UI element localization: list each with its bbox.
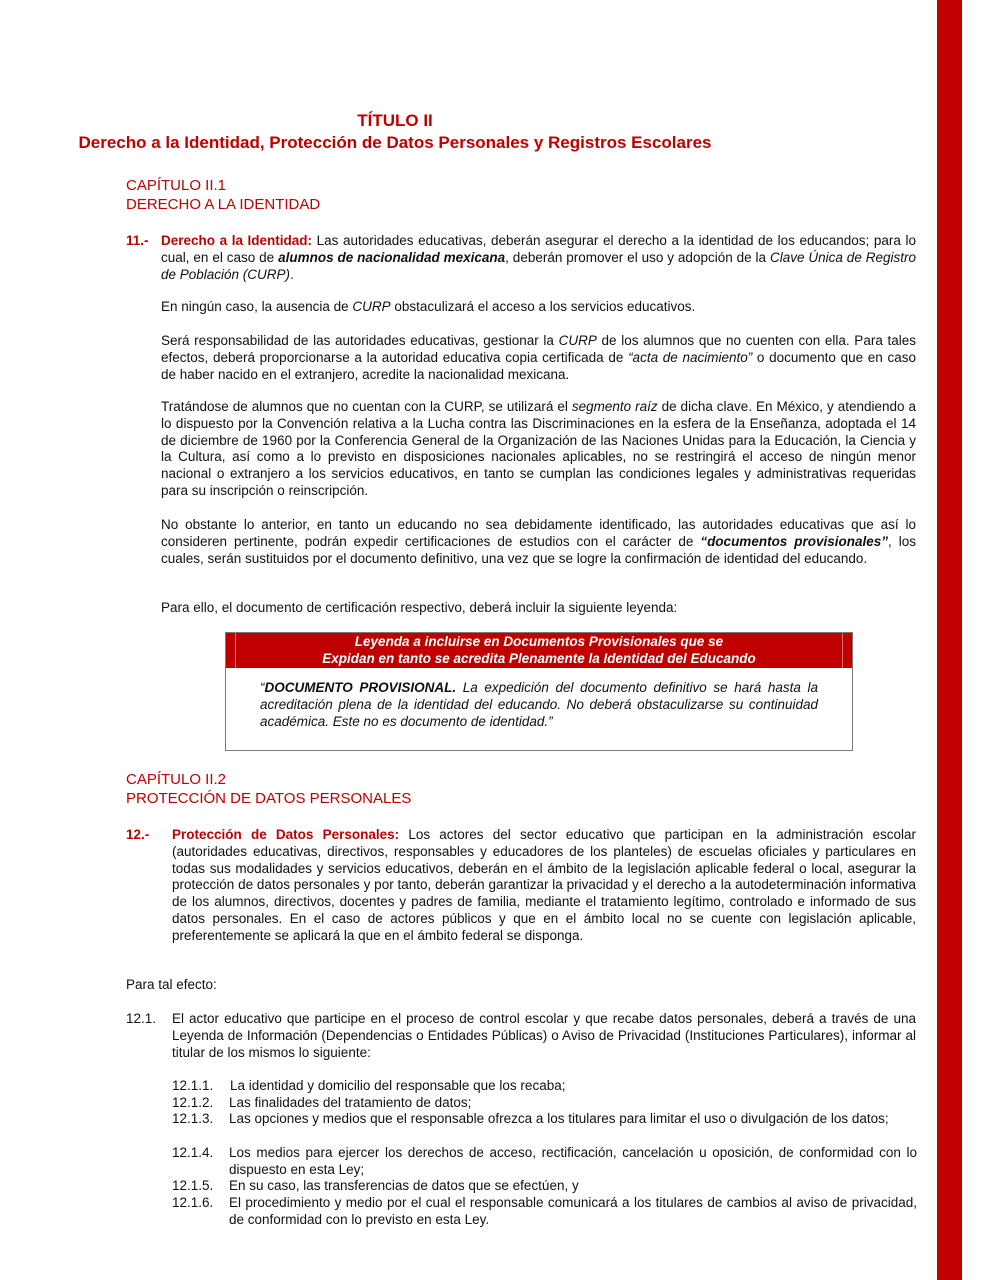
article-11-heading: Derecho a la Identidad:: [161, 233, 313, 248]
legend-box-header: [226, 633, 852, 668]
article-12-heading: Protección de Datos Personales:: [172, 827, 400, 842]
legend-header-line-2: Expidan en tanto se acredita Plenamente la Identidad del Educando: [322, 650, 756, 666]
list-item-number: 12.1.4.: [172, 1145, 214, 1160]
chapter-heading-1: [126, 176, 320, 214]
list-item-text: Las finalidades del tratamiento de datos;: [229, 1095, 472, 1110]
document-title: [0, 110, 916, 154]
list-item-number: 12.1.1.: [172, 1078, 214, 1093]
list-item-number: 12.1.5.: [172, 1178, 214, 1193]
chapter-number: CAPÍTULO II.1: [126, 177, 227, 194]
list-item-text: El procedimiento y medio por el cual el responsable comunicará a los titulares de cambios al aviso de privacidad, de conformidad con lo previsto en esta Ley.: [229, 1195, 917, 1227]
list-item-number: 12.1.6.: [172, 1195, 214, 1210]
article-11-paragraph-6: Para ello, el documento de certificación respectivo, deberá incluir la siguiente leyenda:: [161, 600, 678, 615]
chapter-heading-2: [126, 770, 411, 808]
list-item-text: Las opciones y medios que el responsable ofrezca a los titulares para limitar el uso o divulgación de los datos;: [229, 1111, 889, 1126]
article-12-paragraph: Protección de Datos Personales: Los actores del sector educativo que participan en la administración escolar (autoridades educativas, directivos, responsables y educadores de los planteles) de escuelas oficiales y particulares en todas sus modalidades y servicios educativos, deberán en el ámbito de la legislación aplicable federal o local, asegurar la protección de datos personales y por tanto, deberán garantizar la privacidad y el derecho a la autodeterminación informativa de los alumnos, directivos, docentes y padres de familia, mediante el tratamiento legítimo, controlado e informado de sus datos personales. En el caso de actores públicos y que en el ámbito local no se cuente con legislación aplicable, preferentemente se aplicará la que en el ámbito federal se disponga.: [172, 827, 916, 943]
list-item-text: En su caso, las transferencias de datos que se efectúen, y: [229, 1178, 579, 1193]
list-item-number: 12.1.2.: [172, 1095, 214, 1110]
legend-bold-text: DOCUMENTO PROVISIONAL.: [264, 680, 457, 695]
article-11-paragraph-5: No obstante lo anterior, en tanto un educando no sea debidamente identificado, las autoridades educativas que así lo consideren pertinente, podrán expedir certificaciones de estudios con el carácter de “documentos provisionales”, los cuales, serán sustituidos por el documento definitivo, una vez que se logre la confirmación de identidad del educando.: [161, 517, 916, 566]
chapter-number: CAPÍTULO II.2: [126, 771, 227, 788]
chapter-name: PROTECCIÓN DE DATOS PERSONALES: [126, 790, 412, 807]
title-line-1: TÍTULO II: [357, 111, 433, 130]
legend-box-body: “DOCUMENTO PROVISIONAL. La expedición del documento definitivo se hará hasta la acreditación plena de la identidad del educando. No deberá obstaculizarse su continuidad académica. Este no es documento de identidad.”: [260, 680, 818, 729]
list-item-number: 12.1.3.: [172, 1111, 214, 1126]
section-number-12-1: 12.1.: [126, 1011, 157, 1026]
article-11-paragraph-4: Tratándose de alumnos que no cuentan con la CURP, se utilizará el segmento raíz de dicha clave. En México, y atendiendo a lo dispuesto por la Convención relativa a la Lucha contra las Discriminaciones en la esfera de la Enseñanza, adoptada el 14 de diciembre de 1960 por la Conferencia General de la Organización de las Naciones Unidas para la Educación, la Ciencia y la Cultura, así como a lo previsto en disposiciones nacionales aplicables, no se restringirá el acceso de ningún menor nacional o extranjero a los servicios educativos, en tanto se cumplan las condiciones legales y administrativas requeridas para su inscripción o reinscripción.: [161, 399, 916, 498]
section-12-1-text: El actor educativo que participe en el proceso de control escolar y que recabe datos personales, deberá a través de una Leyenda de Información (Dependencias o Entidades Públicas) o Aviso de Privacidad (Instituciones Particulares), informar al titular de los mismos lo siguiente:: [172, 1011, 916, 1060]
article-number-12: 12.-: [126, 827, 150, 842]
side-red-bar: [937, 0, 962, 1280]
para-tal-efecto: Para tal efecto:: [126, 977, 217, 992]
chapter-name: DERECHO A LA IDENTIDAD: [126, 196, 321, 213]
article-11-paragraph-2: En ningún caso, la ausencia de CURP obstaculizará el acceso a los servicios educativos.: [161, 299, 696, 314]
legend-box: [225, 632, 853, 751]
list-item-text: Los medios para ejercer los derechos de acceso, rectificación, cancelación u oposición, de conformidad con lo dispuesto en esta Ley;: [229, 1145, 917, 1177]
legend-header-line-1: Leyenda a incluirse en Documentos Provisionales que se: [354, 634, 724, 649]
article-11-paragraph-1: Derecho a la Identidad: Las autoridades educativas, deberán asegurar el derecho a la identidad de los educandos; para lo cual, en el caso de alumnos de nacionalidad mexicana, deberán promover el uso y adopción de la Clave Única de Registro de Población (CURP).: [161, 233, 916, 282]
title-line-2: Derecho a la Identidad, Protección de Datos Personales y Registros Escolares: [78, 133, 712, 152]
article-11-paragraph-3: Será responsabilidad de las autoridades educativas, gestionar la CURP de los alumnos que no cuenten con ella. Para tales efectos, deberá proporcionarse a la autoridad educativa copia certificada de “acta de nacimiento” o documento que en caso de haber nacido en el extranjero, acredite la nacionalidad mexicana.: [161, 333, 917, 382]
list-item-text: La identidad y domicilio del responsable que los recaba;: [230, 1078, 566, 1093]
article-number-11: 11.-: [126, 233, 149, 248]
